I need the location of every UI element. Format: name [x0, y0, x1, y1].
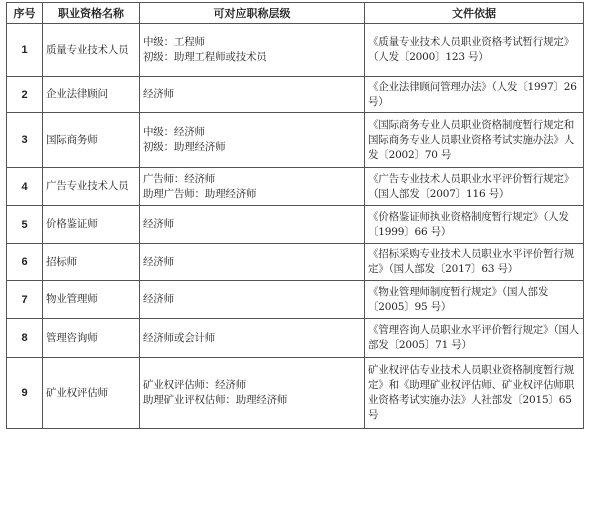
row-level: 广告师：经济师 [143, 172, 216, 185]
row-level: 经济师 [143, 293, 174, 305]
row-basis: 《管理咨询人员职业水平评价暂行规定》（国人部发〔2005〕71 号） [365, 319, 584, 358]
row-levels [140, 319, 365, 358]
row-no: 4 [7, 168, 43, 206]
row-level: 矿业权评估师：经济师 [143, 379, 246, 391]
row-no: 5 [7, 206, 43, 244]
row-level: 初级：助理工程师或技术员 [143, 51, 267, 63]
row-basis: 矿业权评估专业技术人员职业资格制度暂行规定》和《助理矿业权评估师、矿业权评估师职业资格考试实施办法》人社部发〔2015〕65 号 [365, 358, 584, 429]
row-levels [140, 244, 365, 281]
table-row [7, 24, 584, 77]
row-basis: 《物业管理师制度暂行规定》（国人部发〔2005〕95 号） [365, 281, 584, 319]
row-no: 3 [7, 113, 43, 168]
header-name: 职业资格名称 [43, 3, 140, 24]
row-name: 国际商务师 [43, 113, 140, 168]
table-row [7, 281, 584, 319]
row-level: 经济师 [143, 255, 174, 268]
row-no: 1 [7, 24, 43, 77]
table-row [7, 319, 584, 358]
row-level: 经济师 [143, 88, 174, 100]
row-level: 中级：经济师 [143, 126, 205, 138]
row-level: 助理矿业评权估师：助理经济师 [143, 394, 288, 406]
header-no: 序号 [7, 3, 43, 24]
row-name: 价格鉴证师 [43, 206, 140, 244]
row-level: 经济师 [143, 218, 174, 230]
row-no: 9 [7, 358, 43, 429]
header-row [7, 3, 584, 24]
row-levels [140, 168, 365, 206]
table-row [7, 358, 584, 429]
row-level: 初级：助理经济师 [143, 141, 226, 153]
row-level: 助理广告师：助理经济师 [143, 187, 257, 200]
row-no: 7 [7, 281, 43, 319]
row-name: 质量专业技术人员 [43, 24, 140, 77]
table-row [7, 244, 584, 281]
row-name: 管理咨询师 [43, 319, 140, 358]
table-row [7, 113, 584, 168]
row-name: 物业管理师 [43, 281, 140, 319]
row-levels [140, 24, 365, 77]
row-levels [140, 358, 365, 429]
row-name: 矿业权评估师 [43, 358, 140, 429]
row-basis: 《广告专业技术人员职业水平评价暂行规定》（国人部发〔2007〕116 号） [365, 168, 584, 206]
row-no: 2 [7, 77, 43, 113]
row-name: 广告专业技术人员 [43, 168, 140, 206]
row-basis: 《国际商务专业人员职业资格制度暂行规定和国际商务专业人员职业资格考试实施办法》人发〔2002〕70 号 [365, 113, 584, 168]
row-basis: 《质量专业技术人员职业资格考试暂行规定》（人发〔2000〕123 号） [365, 24, 584, 77]
row-basis: 《价格鉴证师执业资格制度暂行规定》（人发〔1999〕66 号） [365, 206, 584, 244]
row-no: 6 [7, 244, 43, 281]
row-basis: 《企业法律顾问管理办法》（人发〔1997〕26 号） [365, 77, 584, 113]
header-basis: 文件依据 [365, 3, 584, 24]
row-basis: 《招标采购专业技术人员职业水平评价暂行规定》（国人部发〔2017〕63 号） [365, 244, 584, 281]
row-levels [140, 113, 365, 168]
row-name: 招标师 [43, 244, 140, 281]
row-no: 8 [7, 319, 43, 358]
row-levels [140, 77, 365, 113]
table-row [7, 168, 584, 206]
row-levels [140, 281, 365, 319]
row-name: 企业法律顾问 [43, 77, 140, 113]
row-levels [140, 206, 365, 244]
row-level: 经济师或会计师 [143, 331, 216, 344]
table-row [7, 77, 584, 113]
table-row [7, 206, 584, 244]
row-level: 中级：工程师 [143, 36, 205, 48]
qualification-table [6, 2, 584, 429]
header-level: 可对应职称层级 [140, 3, 365, 24]
